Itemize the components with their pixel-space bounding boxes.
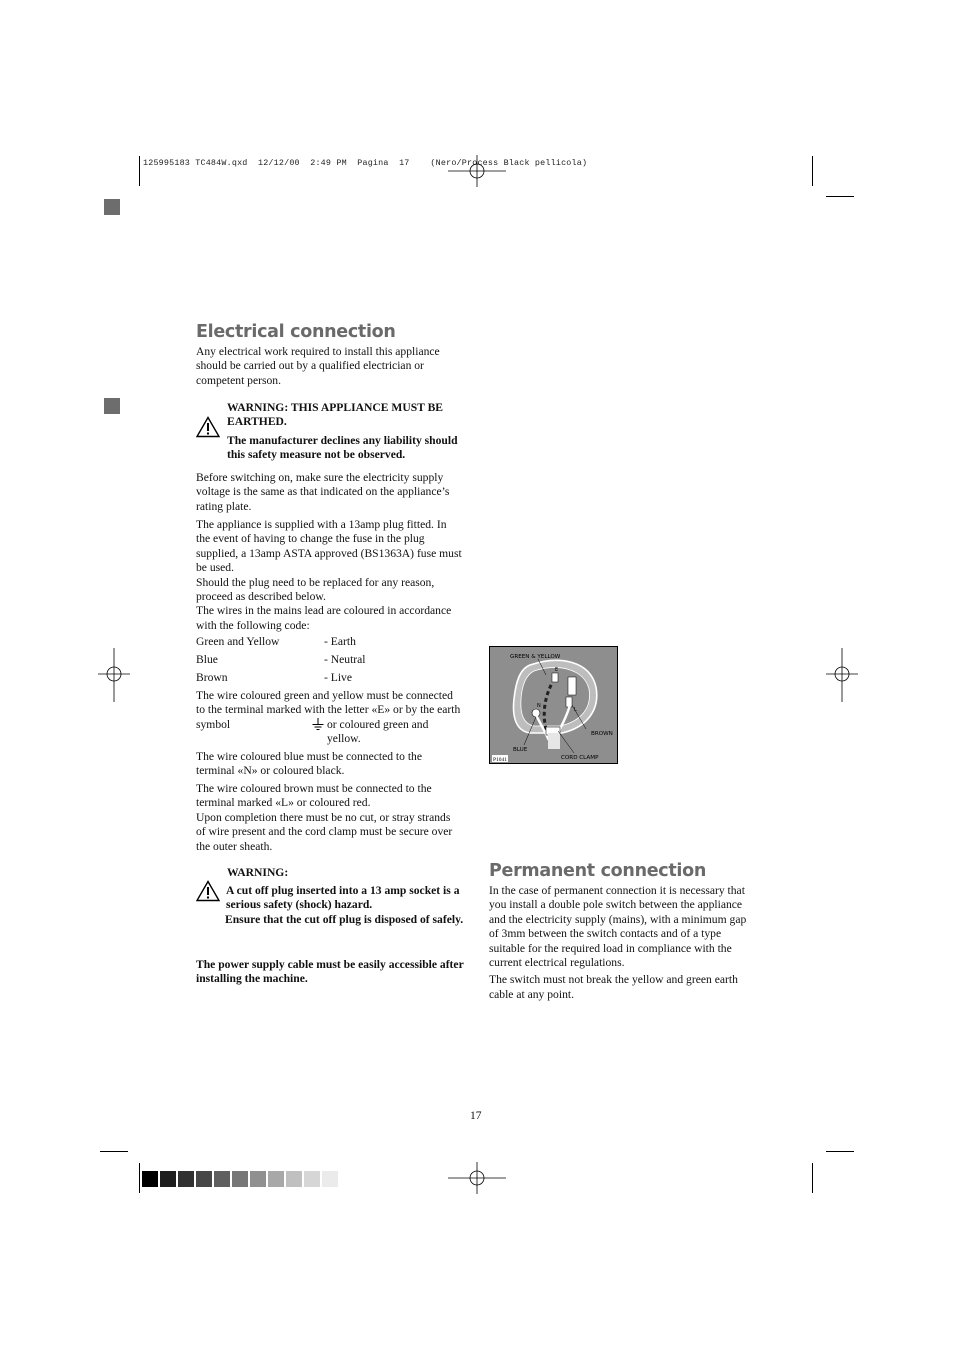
intro-paragraph: Any electrical work required to install this appliance should be carried out by a qualified electrician or competent person. xyxy=(196,345,440,387)
registration-mark-bottom xyxy=(448,1162,506,1194)
neutral-text: The wire coloured blue must be connected to the terminal «N» or coloured black. xyxy=(196,750,422,778)
color-bar-swatch xyxy=(214,1171,230,1187)
completion-text: Upon completion there must be no cut, or stray strands of wire present and the cord clamp must be secure over the outer sheath. xyxy=(196,810,453,853)
warning-triangle-icon xyxy=(196,880,220,902)
label-brown: BROWN xyxy=(591,731,613,737)
color-bar-swatch xyxy=(160,1171,176,1187)
wire-role: - Earth xyxy=(324,635,356,648)
warning2-title: WARNING: xyxy=(227,866,289,879)
plug-paragraphs xyxy=(196,518,462,633)
color-bar-swatch xyxy=(322,1171,338,1187)
wire-role: - Live xyxy=(324,671,353,684)
color-bar-swatch xyxy=(142,1171,158,1187)
voltage-paragraph xyxy=(196,471,466,514)
color-bar-swatch xyxy=(178,1171,194,1187)
cut-plug-warning xyxy=(225,884,465,927)
live-paragraph xyxy=(196,782,462,854)
earth-wire-tail-text: or coloured green and yellow. xyxy=(327,718,429,746)
wire-colour: Brown xyxy=(196,671,228,684)
earthing-warning-line2: The manufacturer declines any liability should this safety measure not be observed. xyxy=(227,433,458,462)
registration-mark-right xyxy=(826,648,858,702)
electrical-connection-heading: Electrical connection xyxy=(196,322,396,342)
print-slug: 125995183 TC484W.qxd 12/12/00 2:49 PM Pagina 17 (Nero/Process Black pellicola) xyxy=(143,158,588,168)
section-marker-square xyxy=(104,398,120,414)
wire-colour-text: The wires in the mains lead are coloured in accordance with the following code: xyxy=(196,604,452,632)
color-bar-swatch xyxy=(268,1171,284,1187)
earth-cable-text: The switch must not break the yellow and green earth cable at any point. xyxy=(489,973,738,1001)
color-bar-swatch xyxy=(304,1171,320,1187)
accessible-cable-text: The power supply cable must be easily accessible after installing the machine. xyxy=(196,958,464,986)
crop-mark xyxy=(812,1163,813,1193)
permanent-connection-heading: Permanent connection xyxy=(489,861,707,881)
electrical-intro xyxy=(196,345,462,388)
live-text: The wire coloured brown must be connected to the terminal marked «L» or coloured red. xyxy=(196,782,432,810)
registration-mark-left xyxy=(98,648,130,702)
terminal-e-label: E xyxy=(555,667,559,673)
replace-plug-text: Should the plug need to be replaced for any reason, proceed as described below. xyxy=(196,575,435,604)
earth-wire-text: The wire coloured green and yellow must be connected to the terminal marked with the letter «E» or by the earth symbol xyxy=(196,689,461,731)
terminal-n-label: N xyxy=(537,703,541,709)
earthing-warning xyxy=(225,401,465,463)
double-pole-switch-text: In the case of permanent connection it is necessary that you install a double pole switch between the appliance and the electricity supply (mains), with a minimum gap of 3mm between the switch contacts and of a type suitable for the required load in compliance with the current electrical regulations. xyxy=(489,884,747,970)
wire-colour: Green and Yellow xyxy=(196,635,280,648)
label-blue: BLUE xyxy=(513,747,528,753)
fuse-text: The appliance is supplied with a 13amp plug fitted. In the event of having to change the fuse in the plug supplied, a 13amp ASTA approved (BS1363A) fuse must be used. xyxy=(196,518,462,575)
crop-mark xyxy=(139,1163,140,1193)
label-green-yellow: GREEN & YELLOW xyxy=(510,654,561,660)
cut-plug-warning-line1: A cut off plug inserted into a 13 amp socket is a serious safety (shock) hazard. xyxy=(226,884,460,912)
wire-role: - Neutral xyxy=(324,653,366,666)
crop-mark xyxy=(139,156,140,186)
crop-mark xyxy=(826,1151,854,1152)
label-cord-clamp: CORD CLAMP xyxy=(561,755,599,761)
section-marker-square xyxy=(104,199,120,215)
earthing-warning-line1: WARNING: THIS APPLIANCE MUST BE EARTHED. xyxy=(227,401,444,429)
plug-wiring-figure xyxy=(489,646,618,764)
page-number: 17 xyxy=(470,1109,482,1122)
neutral-paragraph xyxy=(196,750,462,779)
accessible-cable-note xyxy=(196,958,466,987)
color-bar-swatch xyxy=(232,1171,248,1187)
color-bar-swatch xyxy=(196,1171,212,1187)
warning-triangle-icon xyxy=(196,416,220,438)
cut-plug-warning-line2: Ensure that the cut off plug is disposed of safely. xyxy=(225,912,464,926)
color-bar-swatch xyxy=(250,1171,266,1187)
crop-mark xyxy=(100,1151,128,1152)
voltage-text: Before switching on, make sure the electricity supply voltage is the same as that indicated on the appliance’s rating plate. xyxy=(196,471,450,513)
registration-mark-top xyxy=(448,155,506,187)
color-bar-swatch xyxy=(286,1171,302,1187)
permanent-paragraph xyxy=(489,884,755,1002)
earth-symbol-icon xyxy=(312,718,324,732)
earth-wire-tail xyxy=(327,718,452,747)
crop-mark xyxy=(826,196,854,197)
wire-colour: Blue xyxy=(196,653,218,666)
terminal-l-label: L xyxy=(574,707,577,713)
crop-mark xyxy=(812,156,813,186)
figure-code: P1041 xyxy=(493,757,508,763)
